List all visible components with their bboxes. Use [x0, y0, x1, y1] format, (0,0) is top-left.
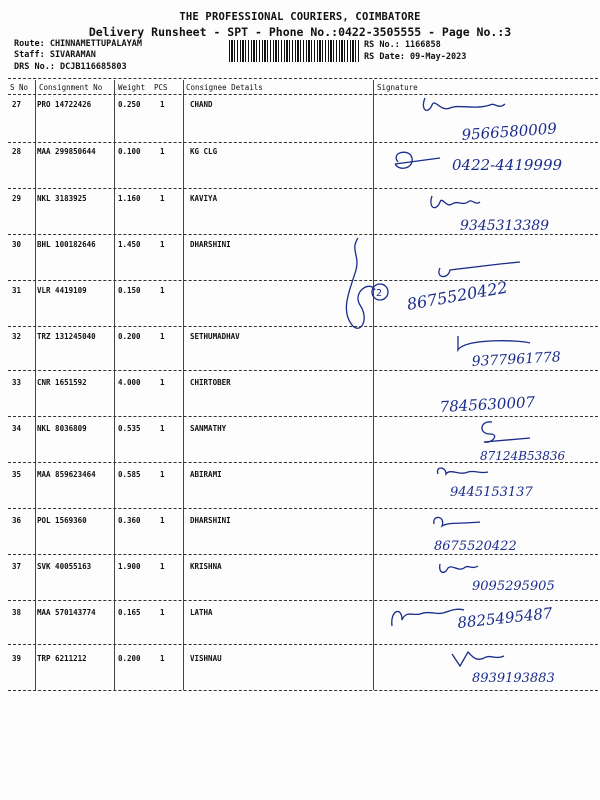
drs-label: DRS No.: DCJB116685803	[14, 62, 127, 72]
cell-consignee: KAVIYA	[190, 194, 218, 203]
svg-text:2: 2	[376, 288, 383, 299]
cell-sno: 28	[12, 147, 22, 156]
cell-weight: 0.360	[118, 516, 141, 525]
cell-weight: 1.160	[118, 194, 141, 203]
svg-text:9377961778: 9377961778	[471, 349, 562, 370]
rs-date: RS Date: 09-May-2023	[364, 52, 467, 62]
cell-consignment: TRP 6211212	[37, 654, 87, 663]
cell-sno: 30	[12, 240, 22, 249]
cell-pcs: 1	[160, 654, 165, 663]
cell-weight: 0.250	[118, 100, 141, 109]
barcode-image	[229, 40, 359, 62]
col-header-consignee: Consignee Details	[186, 83, 263, 92]
svg-text:87124B53836: 87124B53836	[480, 449, 566, 463]
col-header-consignment: Consignment No	[39, 83, 103, 92]
rs-number: RS No.: 1166858	[364, 40, 441, 50]
cell-weight: 4.000	[118, 378, 141, 387]
cell-weight: 0.100	[118, 147, 141, 156]
cell-consignee: LATHA	[190, 608, 213, 617]
col-header-sno: S No	[10, 83, 29, 92]
staff-label: Staff: SIVARAMAN	[14, 50, 96, 60]
svg-text:8825495487: 8825495487	[456, 604, 554, 632]
signature-handwriting	[380, 642, 595, 702]
cell-consignee: KRISHNA	[190, 562, 222, 571]
cell-sno: 29	[12, 194, 22, 203]
cell-sno: 39	[12, 654, 22, 663]
cell-pcs: 1	[160, 424, 165, 433]
cell-pcs: 1	[160, 470, 165, 479]
cell-pcs: 1	[160, 562, 165, 571]
cell-consignee: SANMATHY	[190, 424, 227, 433]
svg-text:8675520422: 8675520422	[405, 277, 509, 314]
cell-consignment: MAA 859623464	[37, 470, 96, 479]
cell-weight: 0.150	[118, 286, 141, 295]
svg-text:9345313389: 9345313389	[460, 218, 550, 234]
cell-consignee: DHARSHINI	[190, 516, 231, 525]
cell-sno: 36	[12, 516, 22, 525]
cell-pcs: 1	[160, 240, 165, 249]
cell-weight: 1.450	[118, 240, 141, 249]
cell-consignment: MAA 570143774	[37, 608, 96, 617]
cell-consignment: TRZ 131245040	[37, 332, 96, 341]
cell-consignee: CHIRTOBER	[190, 378, 231, 387]
cell-pcs: 1	[160, 332, 165, 341]
cell-sno: 33	[12, 378, 22, 387]
cell-consignee: KG CLG	[190, 147, 218, 156]
svg-text:8675520422: 8675520422	[434, 539, 517, 554]
cell-consignment: SVK 40055163	[37, 562, 92, 571]
cell-sno: 38	[12, 608, 22, 617]
col-header-weight: Weight	[118, 83, 146, 92]
divider	[8, 370, 598, 371]
cell-pcs: 1	[160, 378, 165, 387]
cell-consignee: ABIRAMI	[190, 470, 222, 479]
divider	[8, 78, 598, 79]
cell-consignment: NKL 8036809	[37, 424, 87, 433]
cell-pcs: 1	[160, 100, 165, 109]
cell-consignment: VLR 4419109	[37, 286, 87, 295]
cell-pcs: 1	[160, 608, 165, 617]
cell-pcs: 1	[160, 194, 165, 203]
cell-pcs: 1	[160, 516, 165, 525]
svg-text:9445153137: 9445153137	[450, 485, 533, 500]
cell-sno: 32	[12, 332, 22, 341]
company-title: THE PROFESSIONAL COURIERS, COIMBATORE	[179, 11, 421, 23]
cell-sno: 37	[12, 562, 22, 571]
cell-consignment: POL 1569360	[37, 516, 87, 525]
svg-text:9566580009: 9566580009	[461, 119, 558, 144]
cell-consignment: NKL 3183925	[37, 194, 87, 203]
cell-consignee: DHARSHINI	[190, 240, 231, 249]
cell-consignment: BHL 100182646	[37, 240, 96, 249]
cell-consignment: PRO 14722426	[37, 100, 92, 109]
cell-consignee: CHAND	[190, 100, 213, 109]
cell-weight: 1.900	[118, 562, 141, 571]
svg-text:8939193883: 8939193883	[472, 671, 555, 686]
divider	[8, 234, 598, 235]
col-header-pcs: PCS	[154, 83, 168, 92]
cell-consignee: VISHNAU	[190, 654, 222, 663]
cell-weight: 0.200	[118, 332, 141, 341]
runsheet-subtitle: Delivery Runsheet - SPT - Phone No.:0422-3505555 - Page No.:3	[88, 25, 512, 39]
cell-sno: 27	[12, 100, 22, 109]
cell-pcs: 1	[160, 286, 165, 295]
cell-consignment: MAA 299850644	[37, 147, 96, 156]
cell-weight: 0.585	[118, 470, 141, 479]
cell-consignment: CNR 1651592	[37, 378, 87, 387]
route-label: Route: CHINNAMETTUPALAYAM	[14, 39, 142, 49]
svg-text:7845630007: 7845630007	[439, 393, 536, 416]
cell-sno: 34	[12, 424, 22, 433]
divider	[8, 690, 598, 691]
col-header-signature: Signature	[377, 83, 418, 92]
signature-handwriting	[380, 262, 595, 322]
cell-sno: 35	[12, 470, 22, 479]
cell-pcs: 1	[160, 147, 165, 156]
cell-sno: 31	[12, 286, 22, 295]
cell-consignee: SETHUMADHAV	[190, 332, 240, 341]
cell-weight: 0.165	[118, 608, 141, 617]
svg-text:9095295905: 9095295905	[472, 579, 555, 594]
cell-weight: 0.200	[118, 654, 141, 663]
cell-weight: 0.535	[118, 424, 141, 433]
svg-text:0422-4419999: 0422-4419999	[452, 156, 563, 174]
divider	[8, 326, 598, 327]
